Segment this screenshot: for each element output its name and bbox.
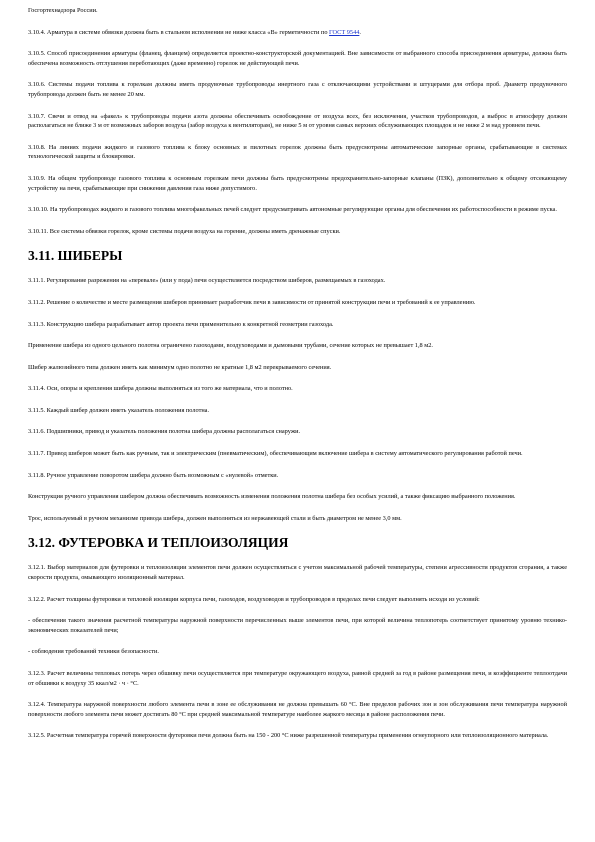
paragraph-3-11-2: 3.11.2. Решение о количестве и месте размещения шиберов принимает разработчик печи в зависимости от принятой конструкции печи и требований к ее управлению. bbox=[28, 298, 476, 306]
section-heading-3-12: 3.12. ФУТЕРОВКА И ТЕПЛОИЗОЛЯЦИЯ bbox=[28, 535, 289, 551]
paragraph-3-11-7: 3.11.7. Привод шиберов может быть как ручным, так и электрическим (пневматическим), обеспечивающим включение шибера в систему автоматического регулирования работой печи. bbox=[28, 450, 523, 458]
paragraph-3-12-2b: - соблюдения требований техники безопасности. bbox=[28, 648, 159, 656]
paragraph-3-11-3a: Применение шибера из одного цельного полотна ограничено газоходами, воздуховодами и дымовыми трубами, сечение которых не превышает 1,8 м2. bbox=[28, 342, 433, 350]
paragraph-3-10-4 bbox=[28, 28, 567, 38]
paragraph-3-11-8a: Конструкция ручного управления шибером должна обеспечивать возможность изменения положения полотна шибера без особых усилий, а также фиксацию выбранного положения. bbox=[28, 493, 516, 501]
paragraph-3-11-6: 3.11.6. Подшипники, привод и указатель положения полотна шибера должны располагаться снаружи. bbox=[28, 428, 301, 436]
paragraph-3-10-7: 3.10.7. Свечи и отвод на «факел» к трубопроводы подачи азота должны обеспечивать освобождение от воздуха всех, без исключения, участков трубопроводов, а выброс в атмосферу должен располагаться не ближе 3 м от возможных заборов воздуха (забор воздуха к вентиляторам), не ниже 5 м от уровня самых верхних обслуживающих площадок и не ниже 2 м над уровнем печи. bbox=[28, 112, 567, 130]
paragraph-3-10-10: 3.10.10. На трубопроводах жидкого и газового топлива многофакельных печей следует предусматривать автономные регулирующие органы для обеспечения их работоспособности в режиме пуска. bbox=[28, 206, 557, 214]
paragraph-3-12-1: 3.12.1. Выбор материалов для футеровки и теплоизоляции элементов печи должен осуществляться с учетом максимальной рабочей температуры, степени агрессивности продуктов сгорания, а также скорости продукта, омывающего изоляционный материал. bbox=[28, 564, 567, 582]
paragraph-3-12-4: 3.12.4. Температура наружной поверхности любого элемента печи в зоне ее обслуживания не должна превышать 60 °С. Вне пределов рабочих зон и зон обслуживания печи температура наружной поверхности любого элемента печи может достигать 80 °С при средней максимальной температуре наиболее жаркого месяца в районе расположения печи. bbox=[28, 701, 567, 718]
paragraph-3-11-1: 3.11.1. Регулирование разрежения на «перевале» (или у пода) печи осуществляется посредством шиберов, размещаемых в газоходах. bbox=[28, 277, 386, 285]
gost-9544-link[interactable]: ГОСТ 9544 bbox=[329, 28, 360, 36]
paragraph-3-11-3: 3.11.3. Конструкцию шибера разрабатывает автор проекта печи применительно к конкретной геометрии газохода. bbox=[28, 320, 334, 328]
paragraph-3-11-8b: Трос, используемый в ручном механизме привода шибера, должен выполняться из нержавеющей стали и быть диаметром не менее 3,0 мм. bbox=[28, 514, 402, 522]
paragraph-3-11-5: 3.11.5. Каждый шибер должен иметь указатель положения полотна. bbox=[28, 406, 210, 414]
paragraph-3-10-11: 3.10.11. Все системы обвязки горелок, кроме системы подачи воздуха на горение, должны иметь дренажные спуски. bbox=[28, 227, 341, 235]
paragraph-3-12-2a: - обеспечения такого значения расчетной температуры наружной поверхности перечисленных выше элементов печи, при которой величина теплопотерь соответствует принятому уровню технико-экономических показателей печи; bbox=[28, 617, 567, 634]
paragraph-3-12-3: 3.12.3. Расчет величины тепловых потерь через обшивку печи осуществляется при температуре окружающего воздуха, равной средней за год в районе размещения печи, и коэффициенте теплоотдачи от обшивки к воздуху 35 ккал/м2 · ч · °С. bbox=[28, 670, 567, 687]
paragraph-3-12-5: 3.12.5. Расчетная температура горячей поверхности футеровки печи должна быть на 150 - 200 °С ниже разрешенной температуры применения огнеупорного или теплоизоляционного материала. bbox=[28, 732, 549, 740]
paragraph-3-10-4-tail: . bbox=[359, 28, 361, 36]
paragraph-3-10-4-text: 3.10.4. Арматура в системе обвязки должна быть в стальном исполнении не ниже класса «В» герметичности по bbox=[28, 28, 330, 36]
paragraph-3-10-6: 3.10.6. Системы подачи топлива к горелкам должны иметь продувочные трубопроводы инертного газа с отключающими устройствами и штуцерами для отбора проб. Диаметр продувочного трубопровода должен быть не менее 20 мм. bbox=[28, 81, 567, 98]
paragraph-3-11-3b: Шибер жалюзийного типа должен иметь как минимум одно полотно не кратные 1,8 м2 перекрываемого сечения. bbox=[28, 363, 332, 371]
paragraph-3-10-5: 3.10.5. Способ присоединения арматуры (фланец, фланцем) определяется проектно-конструкторской документацией. Вне зависимости от выбранного способа присоединения арматуры, должна быть обеспечена возможность отглушения переботающих (даже временно) горелок не действующей печи. bbox=[28, 50, 567, 67]
intro-text: Госгортехнадзора России. bbox=[28, 7, 98, 14]
paragraph-3-10-8: 3.10.8. На линиях подачи жидкого и газового топлива к блоку основных и пилотных горелок должны быть предусмотрены автоматические запорные органы, срабатывающие в системах технологической защиты и блокировки. bbox=[28, 143, 567, 161]
section-heading-3-11: 3.11. ШИБЕРЫ bbox=[28, 248, 123, 264]
paragraph-3-10-9: 3.10.9. На общем трубопроводе газового топлива к основным горелкам печи должны быть предусмотрены предохранительно-запорные клапаны (ПЗК), дополнительно к общему отсекающему устройству на печи, срабатывающие при снижении давления газа ниже допустимого. bbox=[28, 174, 567, 192]
paragraph-3-12-2: 3.12.2. Расчет толщины футеровки и тепловой изоляции корпуса печи, газоходов, воздуховодов и трубопроводов в пределах печи следует выполнять исходя из условий: bbox=[28, 595, 480, 603]
paragraph-3-11-8: 3.11.8. Ручное управление поворотом шибера должно быть возможным с «нулевой» отметки. bbox=[28, 471, 279, 479]
paragraph-3-11-4: 3.11.4. Оси, опоры и крепления шибера должны выполняться из того же материала, что и полотно. bbox=[28, 385, 293, 393]
